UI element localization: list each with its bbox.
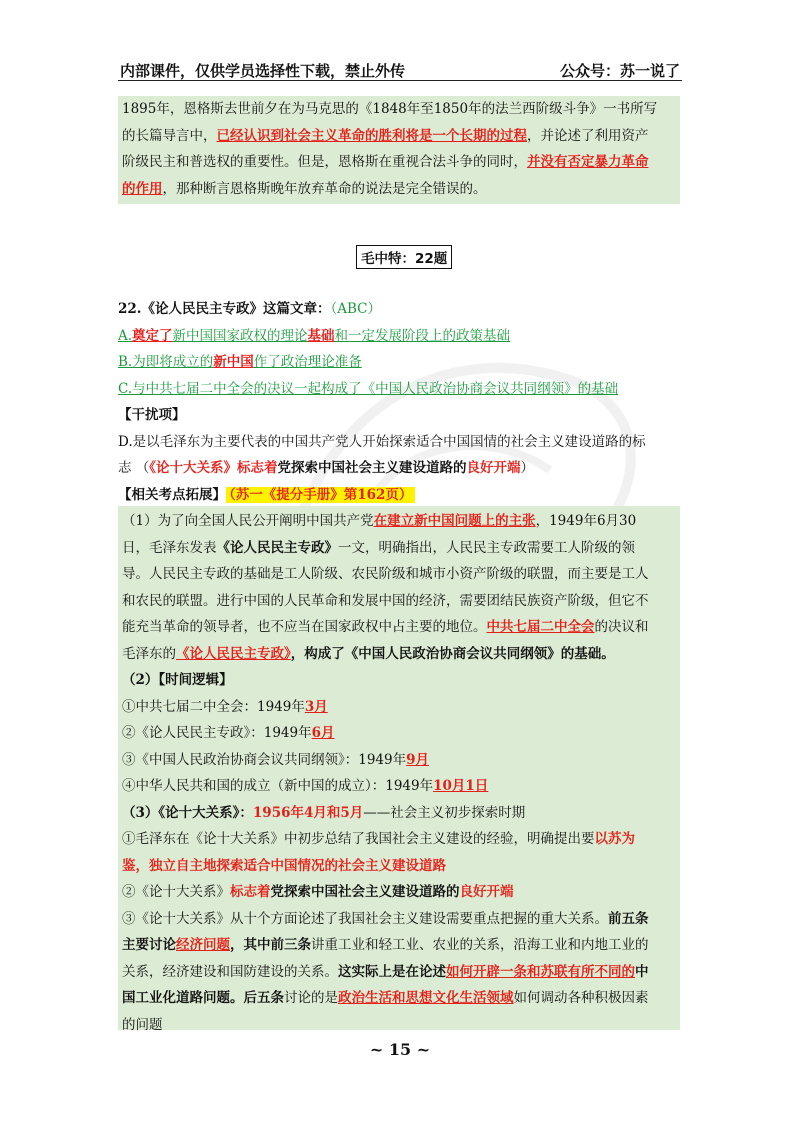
expand-line: 和农民的联盟。进行中国的人民革命和发展中国的经济，需要团结民族资产阶级，但它不 [122, 592, 649, 609]
expand-line: （1）为了向全国人民公开阐明中国共产党在建立新中国问题上的主张，1949年6月30 [122, 513, 637, 529]
option-a: A.奠定了新中国国家政权的理论基础和一定发展阶段上的政策基础 [118, 327, 511, 344]
expansion-box [118, 506, 680, 1033]
expand-line: 能充当革命的领导者，也不应当在国家政权中占主要的地位。中共七届二中全会的决议和 [122, 619, 649, 635]
timeline-item: ①中共七届二中全会：1949年3月 [122, 698, 328, 715]
intro-emphasis: 并没有否定暴力革命 [527, 154, 649, 170]
intro-line: 的长篇导言中，已经认识到社会主义革命的胜利将是一个长期的过程，并论述了利用资产 [122, 127, 649, 144]
timeline-item: ③《中国人民政治协商会议共同纲领》：1949年9月 [122, 751, 430, 768]
expand-line: 毛泽东的《论人民民主专政》，构成了《中国人民政治协商会议共同纲领》的基础。 [122, 645, 615, 662]
header-account: 公众号：苏一说了 [559, 62, 680, 80]
option-b: B.为即将成立的新中国作了政治理论准备 [118, 354, 362, 370]
header-divider [118, 80, 682, 81]
expand-line: 鉴，独立自主地探索适合中国情况的社会主义建设道路 [122, 857, 446, 874]
expand-line: 导。人民民主专政的基础是工人阶级、农民阶级和城市小资产阶级的联盟，而主要是工人 [122, 566, 649, 582]
page-number: ~ 15 ~ [369, 1040, 431, 1059]
intro-highlight-box [118, 96, 680, 204]
expand-line: ③《论十大关系》从十个方面论述了我国社会主义建设需要重点把握的重大关系。前五条 [122, 910, 649, 927]
option-d-cont: 志 （《论十大关系》标志着党探索中国社会主义建设道路的良好开端） [118, 460, 535, 476]
timeline-item: ②《论人民民主专政》：1949年6月 [122, 725, 335, 741]
expand-line: 国工业化道路问题。后五条讨论的是政治生活和思想文化生活领域如何调动各种积极因素 [122, 990, 649, 1006]
intro-line: 的作用，那种断言恩格斯晚年放弃革命的说法是完全错误的。 [122, 180, 487, 197]
question-answer: （ABC） [330, 301, 381, 317]
expand-line: 的问题 [122, 1016, 163, 1033]
handbook-reference: （苏一《提分手册》第162页） [226, 487, 415, 503]
intro-line: 1895年，恩格斯去世前夕在为马克思的《1848年至1850年的法兰西阶级斗争》一书所写 [122, 101, 658, 117]
expand-line: ②《论十大关系》标志着党探索中国社会主义建设道路的良好开端 [122, 884, 514, 900]
expand-line: 日，毛泽东发表《论人民民主专政》一文，明确指出，人民民主专政需要工人阶级的领 [122, 539, 635, 556]
expand-line: 关系，经济建设和国防建设的关系。这实际上是在论述如何开辟一条和苏联有所不同的中 [122, 963, 649, 980]
question-block [118, 296, 682, 508]
timeline-title: （2）【时间逻辑】 [122, 672, 233, 688]
option-c: C.与中共七届二中全会的决议一起构成了《中国人民政治协商会议共同纲领》的基础 [118, 380, 619, 397]
intro-line: 阶级民主和普选权的重要性。但是，恩格斯在重视合法斗争的同时，并没有否定暴力革命 [122, 154, 649, 170]
distractor-label: 【干扰项】 [118, 407, 186, 423]
intro-emphasis: 已经认识到社会主义革命的胜利将是一个长期的过程 [216, 127, 527, 144]
header-notice: 内部课件，仅供学员选择性下载，禁止外传 [120, 62, 406, 80]
option-d: D.是以毛泽东为主要代表的中国共产党人开始探索适合中国国情的社会主义建设道路的标 [118, 433, 646, 450]
expand-line: ①毛泽东在《论十大关系》中初步总结了我国社会主义建设的经验，明确提出要以苏为 [122, 831, 635, 847]
question-title: 22.《论人民民主专政》这篇文章：（ABC） [118, 301, 381, 317]
ten-relations-title: （3）《论十大关系》：1956年4月和5月——社会主义初步探索时期 [122, 804, 526, 821]
expand-line: 主要讨论经济问题，其中前三条讲重工业和轻工业、农业的关系，沿海工业和内地工业的 [122, 937, 649, 953]
timeline-item: ④中华人民共和国的成立（新中国的成立）：1949年10月1日 [122, 778, 489, 794]
section-title: 毛中特：22题 [356, 245, 452, 269]
intro-emphasis: 的作用 [122, 180, 163, 197]
expand-label-row: 【相关考点拓展】 （苏一《提分手册》第162页） [118, 482, 682, 509]
